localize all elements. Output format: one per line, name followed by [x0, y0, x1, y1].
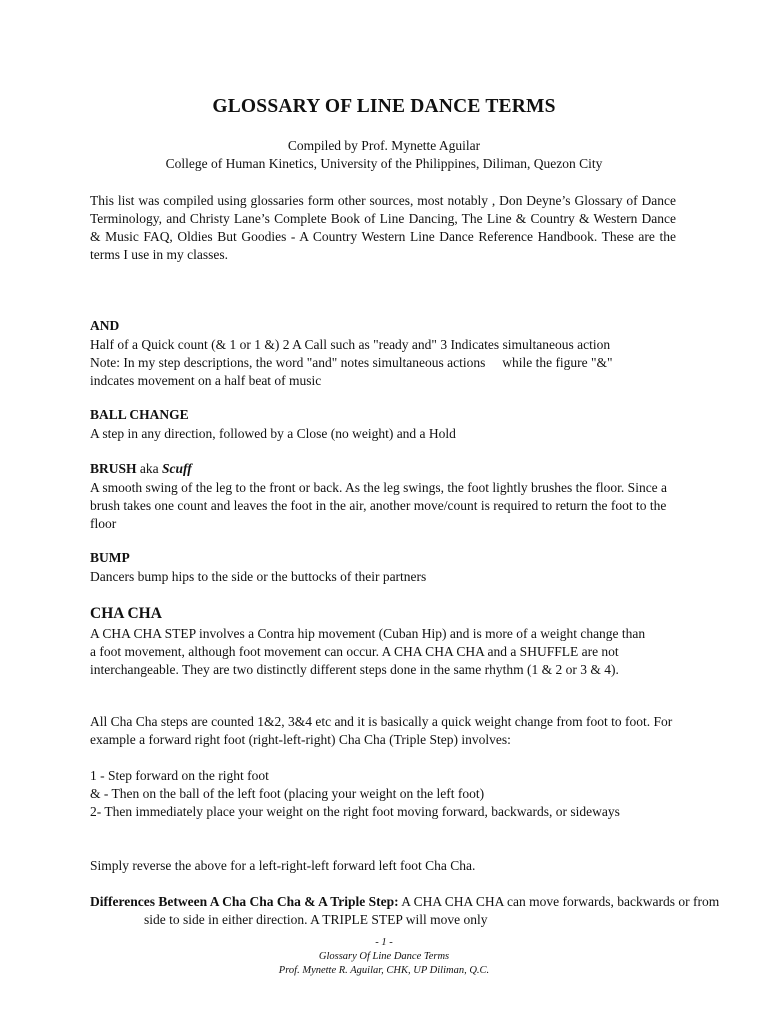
term-and-line3: indcates movement on a half beat of music — [90, 373, 322, 388]
term-cha-cha-para1: A CHA CHA STEP involves a Contra hip movement (Cuban Hip) and is more of a weight change than a foot movement, although foot movement can occur. A CHA CHA CHA and a SHUFFLE are not interchangeable. They are two distinctly different steps done in the same rhythm (1 & 2 or 3 & 4). — [90, 626, 646, 677]
term-cha-cha-step2: & - Then on the ball of the left foot (placing your weight on the left foot) — [90, 786, 485, 801]
institution: College of Human Kinetics, University of the Philippines, Diliman, Quezon City — [165, 156, 603, 171]
term-cha-cha-para2: All Cha Cha steps are counted 1&2, 3&4 etc and it is basically a quick weight change from foot to foot. For example a forward right foot (right-left-right) Cha Cha (Triple Step) involves: — [90, 714, 673, 747]
term-brush-alias: Scuff — [162, 461, 192, 476]
term-bump-heading: BUMP — [90, 550, 130, 565]
term-cha-cha-reverse: Simply reverse the above for a left-right-left forward left foot Cha Cha. — [90, 858, 476, 873]
compiled-by: Compiled by Prof. Mynette Aguilar — [287, 138, 481, 153]
term-brush-name: BRUSH — [90, 461, 137, 476]
term-ball-change-heading: BALL CHANGE — [90, 407, 189, 422]
page-title: GLOSSARY OF LINE DANCE TERMS — [212, 96, 556, 117]
term-and-line1: Half of a Quick count (& 1 or 1 &) 2 A Call such as "ready and" 3 Indicates simultaneous action — [90, 337, 611, 352]
term-and-line2: Note: In my step descriptions, the word "and" notes simultaneous actions while the figure "&" — [90, 355, 613, 370]
term-cha-cha-differences — [90, 893, 730, 929]
footer-author: Prof. Mynette R. Aguilar, CHK, UP Diliman, Q.C. — [278, 965, 490, 976]
term-bump-definition: Dancers bump hips to the side or the buttocks of their partners — [90, 569, 427, 584]
term-cha-cha-step3: 2- Then immediately place your weight on the right foot moving forward, backwards, or sideways — [90, 804, 620, 819]
term-cha-cha-step1: 1 - Step forward on the right foot — [90, 768, 269, 783]
intro-paragraph: This list was compiled using glossaries form other sources, most notably , Don Deyne’s Glossary of Dance Terminology, and Christy Lane’s Complete Book of Line Dancing, The Line & Country & Western Dance & Music FAQ, Oldies But Goodies - A Country Western Line Dance Reference Handbook. These are the terms I use in my classes. — [90, 193, 676, 262]
term-brush-definition: A smooth swing of the leg to the front or back. As the leg swings, the foot lightly brushes the floor. Since a brush takes one count and leaves the foot in the air, another move/count is required to return the foot to the floor — [90, 480, 668, 531]
footer-page-number: - 1 - — [375, 937, 393, 948]
footer-doc-title: Glossary Of Line Dance Terms — [318, 951, 450, 962]
term-cha-cha-heading: CHA CHA — [90, 605, 162, 622]
differences-heading: Differences Between A Cha Cha Cha & A Triple Step: — [90, 894, 399, 909]
differences-text: A CHA CHA CHA can move forwards, backwards or from side to side in either direction. A TRIPLE STEP will move only — [144, 894, 720, 927]
term-brush-heading — [90, 461, 192, 477]
term-brush-aka: aka — [136, 461, 162, 476]
term-and-heading: AND — [90, 318, 120, 333]
term-ball-change-definition: A step in any direction, followed by a Close (no weight) and a Hold — [90, 426, 456, 441]
